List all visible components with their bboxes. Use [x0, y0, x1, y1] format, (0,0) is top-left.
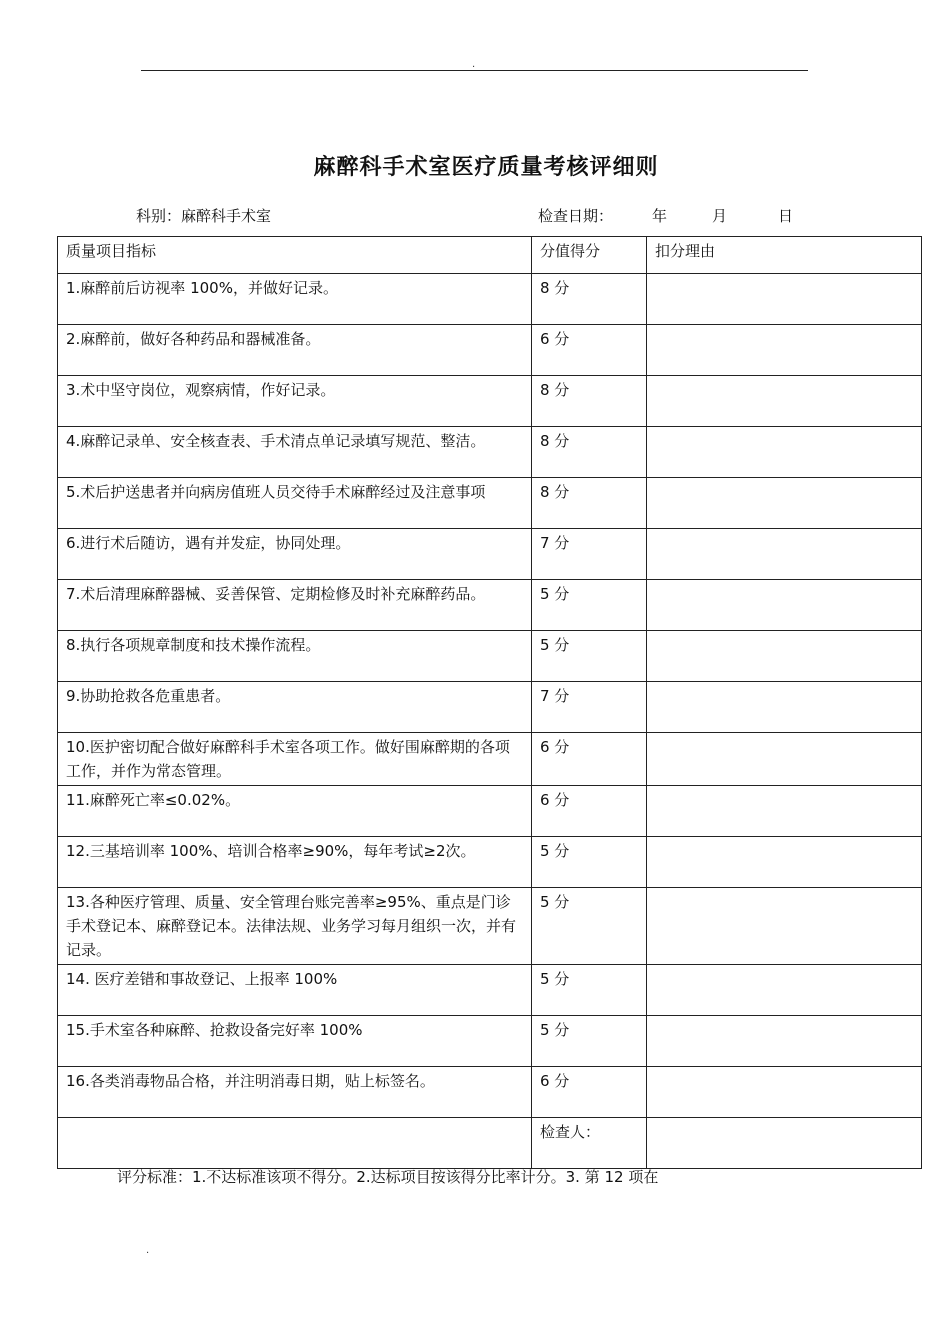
check-date-year: 年: [652, 207, 668, 225]
row-score: 6 分: [532, 733, 647, 786]
row-score: 6 分: [532, 1067, 647, 1118]
header-rule: [141, 70, 808, 71]
table-row: [58, 786, 922, 837]
check-date-day: 日: [778, 207, 794, 225]
assessment-table: [57, 236, 922, 1169]
row-item: 3.术中坚守岗位，观察病情，作好记录。: [58, 376, 532, 427]
row-item: 5.术后护送患者并向病房值班人员交待手术麻醉经过及注意事项: [58, 478, 532, 529]
table-row: [58, 837, 922, 888]
row-reason[interactable]: [647, 965, 922, 1016]
row-score: 6 分: [532, 786, 647, 837]
row-score: 6 分: [532, 325, 647, 376]
document-title: 麻醉科手术室医疗质量考核评细则: [313, 154, 659, 180]
row-reason[interactable]: [647, 682, 922, 733]
row-reason[interactable]: [647, 786, 922, 837]
inspector-label: 检查人：: [532, 1118, 647, 1169]
row-item: 11.麻醉死亡率≤0.02%。: [58, 786, 532, 837]
row-reason[interactable]: [647, 733, 922, 786]
row-score: 5 分: [532, 965, 647, 1016]
header-reason: 扣分理由: [647, 237, 922, 274]
row-reason[interactable]: [647, 631, 922, 682]
row-reason[interactable]: [647, 837, 922, 888]
table-row: [58, 888, 922, 965]
row-score: 5 分: [532, 580, 647, 631]
row-item: 1.麻醉前后访视率 100%，并做好记录。: [58, 274, 532, 325]
table-row: [58, 427, 922, 478]
row-item: 14. 医疗差错和事故登记、上报率 100%: [58, 965, 532, 1016]
row-score: 5 分: [532, 888, 647, 965]
row-item: 2.麻醉前，做好各种药品和器械准备。: [58, 325, 532, 376]
row-item: 16.各类消毒物品合格，并注明消毒日期，贴上标签名。: [58, 1067, 532, 1118]
check-date-label: 检查日期：: [538, 207, 614, 225]
table-row: [58, 478, 922, 529]
row-score: 8 分: [532, 427, 647, 478]
table-row: [58, 529, 922, 580]
row-reason[interactable]: [647, 580, 922, 631]
inspector-row: [58, 1118, 922, 1169]
row-score: 8 分: [532, 274, 647, 325]
row-score: 5 分: [532, 1016, 647, 1067]
row-score: 7 分: [532, 682, 647, 733]
table-row: [58, 965, 922, 1016]
row-score: 5 分: [532, 837, 647, 888]
table-row: [58, 580, 922, 631]
row-reason[interactable]: [647, 325, 922, 376]
row-reason[interactable]: [647, 427, 922, 478]
table-row: [58, 1016, 922, 1067]
row-score: 5 分: [532, 631, 647, 682]
row-score: 8 分: [532, 376, 647, 427]
table-row: [58, 682, 922, 733]
check-date-month: 月: [712, 207, 728, 225]
row-item: 12.三基培训率 100%、培训合格率≥90%，每年考试≥2次。: [58, 837, 532, 888]
page-dot-bottom: .: [146, 1245, 150, 1256]
row-item: 13.各种医疗管理、质量、安全管理台账完善率≥95%、重点是门诊手术登记本、麻醉登记本。法律法规、业务学习每月组织一次，并有记录。: [58, 888, 532, 965]
row-item: 4.麻醉记录单、安全核查表、手术清点单记录填写规范、整洁。: [58, 427, 532, 478]
table-row: [58, 274, 922, 325]
department-label: 科别：麻醉科手术室: [136, 207, 272, 225]
table-row: [58, 376, 922, 427]
page-dot-top: .: [472, 59, 476, 70]
row-reason[interactable]: [647, 1016, 922, 1067]
scoring-standard-note: 评分标准：1.不达标准该项不得分。2.达标项目按该得分比率计分。3. 第 12 项在: [117, 1168, 659, 1186]
row-score: 8 分: [532, 478, 647, 529]
row-item: 10.医护密切配合做好麻醉科手术室各项工作。做好围麻醉期的各项工作，并作为常态管理。: [58, 733, 532, 786]
row-item: 6.进行术后随访，遇有并发症，协同处理。: [58, 529, 532, 580]
header-score: 分值得分: [532, 237, 647, 274]
table-row: [58, 325, 922, 376]
row-item: 15.手术室各种麻醉、抢救设备完好率 100%: [58, 1016, 532, 1067]
row-score: 7 分: [532, 529, 647, 580]
row-reason[interactable]: [647, 529, 922, 580]
row-item: 8.执行各项规章制度和技术操作流程。: [58, 631, 532, 682]
inspector-blank-cell: [58, 1118, 532, 1169]
row-item: 9.协助抢救各危重患者。: [58, 682, 532, 733]
row-reason[interactable]: [647, 1067, 922, 1118]
table-row: [58, 733, 922, 786]
table-row: [58, 1067, 922, 1118]
inspector-signature-field[interactable]: [647, 1118, 922, 1169]
row-item: 7.术后清理麻醉器械、妥善保管、定期检修及时补充麻醉药品。: [58, 580, 532, 631]
table-header-row: [58, 237, 922, 274]
row-reason[interactable]: [647, 274, 922, 325]
header-item: 质量项目指标: [58, 237, 532, 274]
table-row: [58, 631, 922, 682]
row-reason[interactable]: [647, 888, 922, 965]
row-reason[interactable]: [647, 376, 922, 427]
row-reason[interactable]: [647, 478, 922, 529]
